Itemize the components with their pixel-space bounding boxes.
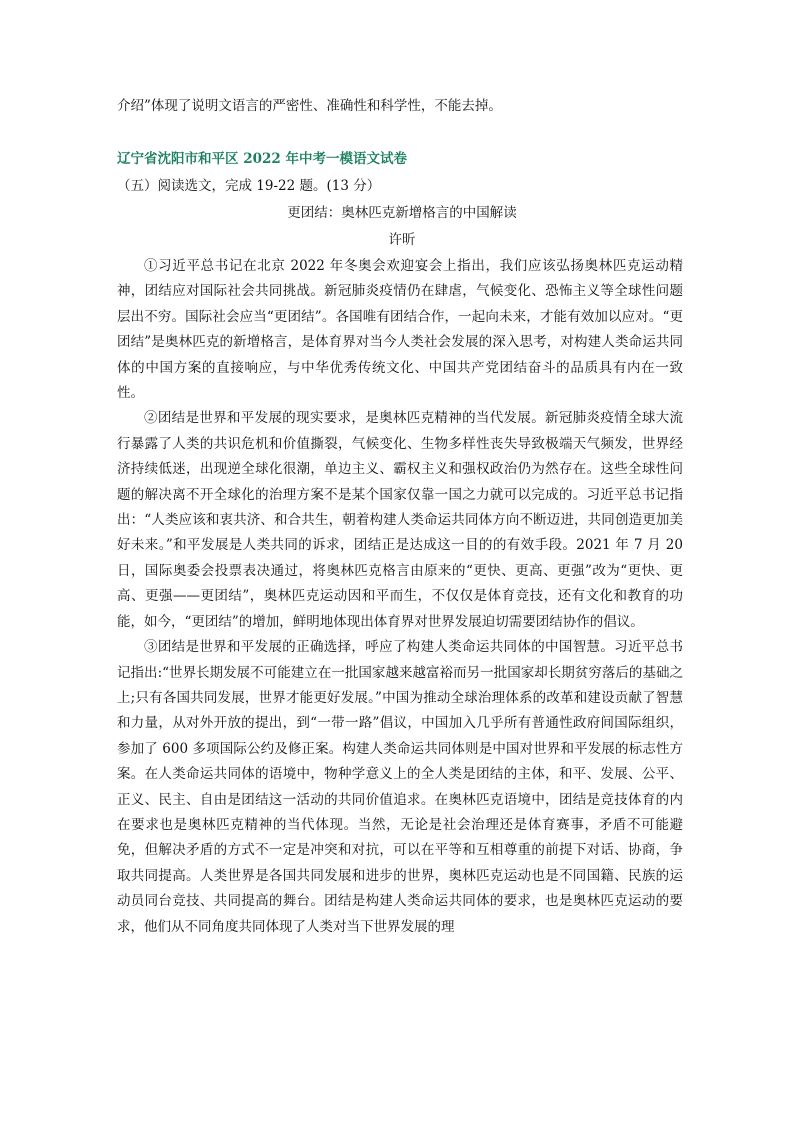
- task-instruction: （五）阅读选文，完成 19-22 题。(13 分）: [117, 178, 381, 194]
- intro-text: 介绍”体现了说明文语言的严密性、准确性和科学性，不能去掉。: [117, 98, 502, 114]
- source-title: 辽宁省沈阳市和平区 2022 年中考一模语文试卷: [117, 151, 407, 167]
- paragraph-1: ①习近平总书记在北京 2022 年冬奥会欢迎宴会上指出，我们应该弘扬奥林匹克运动精神，团结应对国际社会共同挑战。新冠肺炎疫情仍在肆虐，气候变化、恐怖主义等全球性问题层出不穷。国际社会应当“更团结”。各国唯有团结合作，一起向未来，才能有效加以应对。“更团结”是奥林匹克的新增格言，是体育界对当今人类社会发展的深入思考，对构建人类命运共同体的中国方案的直接响应，与中华优秀传统文化、中国共产党团结奋斗的品质具有内在一致性。: [117, 258, 683, 402]
- article-author: 许昕: [388, 232, 416, 248]
- article-body: [117, 254, 683, 940]
- paragraph-3: ③团结是世界和平发展的正确选择，呼应了构建人类命运共同体的中国智慧。习近平总书记指出:“世界长期发展不可能建立在一批国家越来越富裕而另一批国家却长期贫穷落后的基础之上;只有各国共同发展，世界才能更好发展。”中国为推动全球治理体系的改革和建设贡献了智慧和力量，从对外开放的提出，到“一带一路”倡议，中国加入几乎所有普通性政府间国际组织，参加了 600 多项国际公约及修正案。构建人类命运共同体则是中国对世界和平发展的标志性方案。在人类命运共同体的语境中，物种学意义上的全人类是团结的主体，和平、发展、公平、正义、民主、自由是团结这一活动的共同价值追求。在奥林匹克语境中，团结是竞技体育的内在要求也是奥林匹克精神的当代体现。当然，无论是社会治理还是体育赛事，矛盾不可能避免，但解决矛盾的方式不一定是冲突和对抗，可以在平等和互相尊重的前提下对话、协商，争取共同提高。人类世界是各国共同发展和进步的世界，奥林匹克运动也是不同国籍、民族的运动员同台竞技、共同提高的舞台。团结是构建人类命运共同体的要求，也是奥林匹克运动的要求，他们从不同角度共同体现了人类对当下世界发展的理: [117, 639, 683, 935]
- article-title: 更团结：奥林匹克新增格言的中国解读: [287, 205, 517, 221]
- paragraph-2: ②团结是世界和平发展的现实要求，是奥林匹克精神的当代发展。新冠肺炎疫情全球大流行暴露了人类的共识危机和价值撕裂，气候变化、生物多样性丧失导致极端天气频发，世界经济持续低迷，出现逆全球化很潮，单边主义、霸权主义和强权政治仍为然存在。这些全球性问题的解决离不开全球化的治理方案不是某个国家仅靠一国之力就可以完成的。习近平总书记指出：“人类应该和衷共济、和合共生，朝着构建人类命运共同体方向不断迈进，共同创造更加美好未来。”和平发展是人类共同的诉求，团结正是达成这一目的的有效手段。2021 年 7 月 20 日，国际奥委会投票表决通过，将奥林匹克格言由原来的“更快、更高、更强”改为“更快、更高、更强——更团结”，奥林匹克运动因和平而生，不仅仅是体育竞技，还有文化和教育的功能，如今，“更团结”的增加，鲜明地体现出体育界对世界发展迫切需要团结协作的倡议。: [117, 410, 683, 630]
